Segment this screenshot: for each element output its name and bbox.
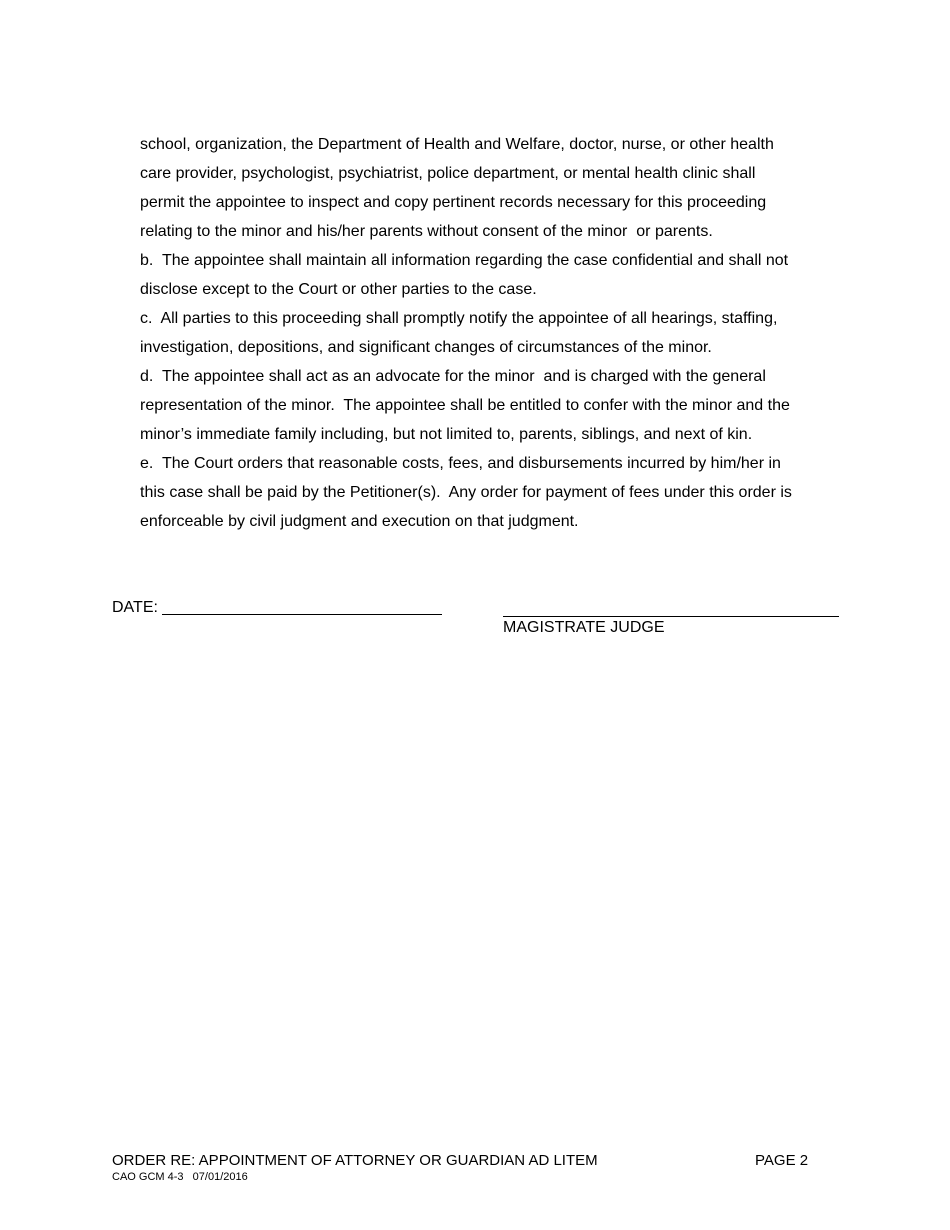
order-body-text <box>140 130 840 536</box>
paragraph-e-line: this case shall be paid by the Petitioner(s). Any order for payment of fees under this order is <box>140 484 792 501</box>
date-field <box>112 598 442 618</box>
paragraph-d-line: d. The appointee shall act as an advocate for the minor and is charged with the general <box>140 368 766 385</box>
paragraph-e-line: enforceable by civil judgment and execution on that judgment. <box>140 513 579 530</box>
date-signature-line <box>162 614 442 615</box>
paragraph-b-line: disclose except to the Court or other parties to the case. <box>140 281 537 298</box>
paragraph-c-line: investigation, depositions, and significant changes of circumstances of the minor. <box>140 339 712 356</box>
judge-signature-line <box>503 616 839 617</box>
judge-label: MAGISTRATE JUDGE <box>503 619 665 636</box>
paragraph-b-line: b. The appointee shall maintain all information regarding the case confidential and shall not <box>140 252 789 269</box>
judge-signature-block <box>503 616 839 638</box>
paragraph-e-line: e. The Court orders that reasonable costs, fees, and disbursements incurred by him/her in <box>140 455 781 472</box>
paragraph-d-line: minor’s immediate family including, but not limited to, parents, siblings, and next of kin. <box>140 426 753 443</box>
form-code: CAO GCM 4-3 07/01/2016 <box>112 1171 248 1183</box>
body-line: relating to the minor and his/her parents without consent of the minor or parents. <box>140 223 713 240</box>
date-label: DATE: <box>112 599 158 616</box>
body-line: care provider, psychologist, psychiatrist, police department, or mental health clinic shall <box>140 165 756 182</box>
body-line: school, organization, the Department of Health and Welfare, doctor, nurse, or other health <box>140 136 774 153</box>
page-number: PAGE 2 <box>755 1152 809 1169</box>
paragraph-d-line: representation of the minor. The appointee shall be entitled to confer with the minor and the <box>140 397 790 414</box>
paragraph-c-line: c. All parties to this proceeding shall promptly notify the appointee of all hearings, staffing, <box>140 310 778 327</box>
footer-title: ORDER RE: APPOINTMENT OF ATTORNEY OR GUARDIAN AD LITEM <box>112 1152 598 1169</box>
body-line: permit the appointee to inspect and copy pertinent records necessary for this proceeding <box>140 194 767 211</box>
